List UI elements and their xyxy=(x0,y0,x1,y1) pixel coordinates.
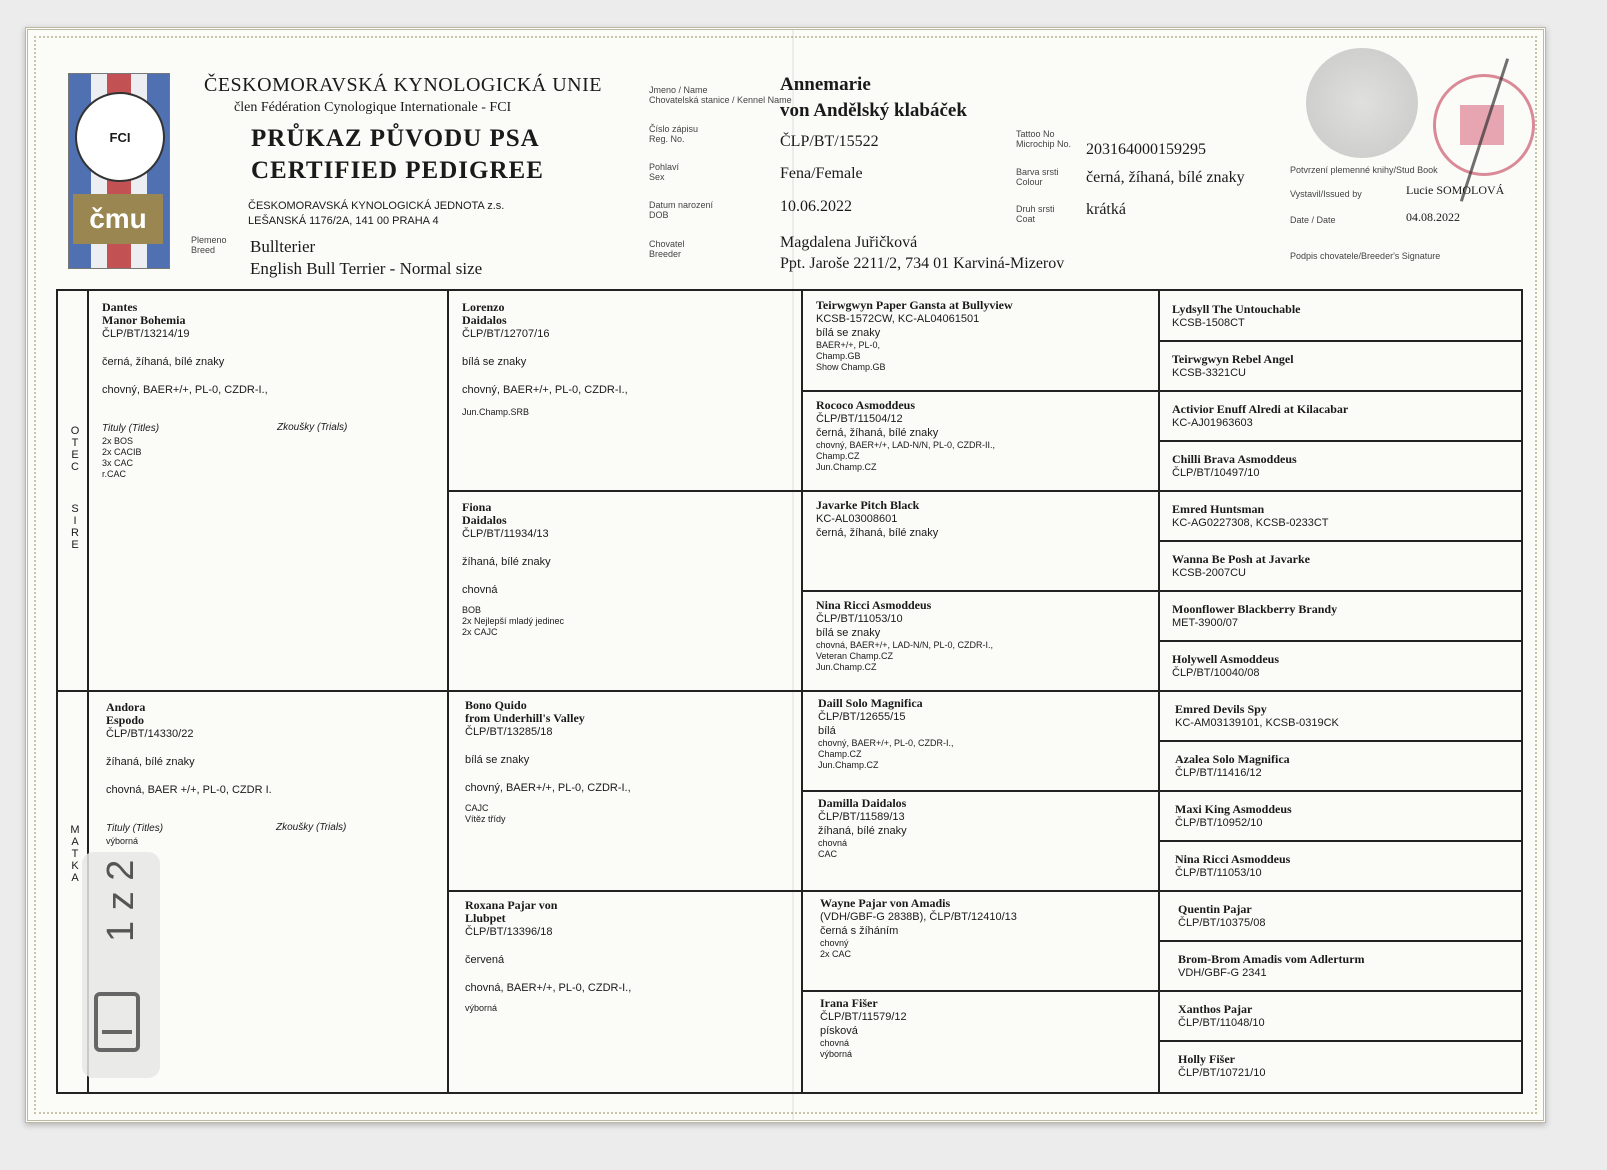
gen4-cell: Maxi King Asmoddeus ČLP/BT/10952/10 xyxy=(1175,802,1292,829)
sire-cell: Dantes Manor Bohemia ČLP/BT/13214/19 černá, žíhaná, bílé znaky chovný, BAER+/+, PL-0, CZDR-I., Tituly (Titles) Zkoušky (Trials) 2x BOS 2x CACIB 3x CAC r.CAC xyxy=(102,300,348,479)
gen4-cell: Moonflower Blackberry Brandy MET-3900/07 xyxy=(1172,602,1338,629)
gen4-cell: Emred Huntsman KC-AG0227308, KCSB-0233CT xyxy=(1172,502,1329,529)
tablet-icon xyxy=(94,992,140,1052)
dob-label: Datum narození DOB xyxy=(649,200,714,220)
dam-cell: Andora Espodo ČLP/BT/14330/22 žíhaná, bílé znaky chovná, BAER +/+, PL-0, CZDR I. Tituly (Titles) Zkoušky (Trials) výborná xyxy=(106,700,347,846)
gen4-cell: Activior Enuff Alredi at Kilacabar KC-AJ01963603 xyxy=(1172,402,1349,429)
gen4-cell: Holywell Asmoddeus ČLP/BT/10040/08 xyxy=(1172,652,1280,679)
address-line2: LEŠANSKÁ 1176/2A, 141 00 PRAHA 4 xyxy=(248,215,439,227)
gen4-cell: Quentin Pajar ČLP/BT/10375/08 xyxy=(1178,902,1266,929)
page-indicator: 1 z 2 xyxy=(100,859,142,942)
coat-value: krátká xyxy=(1086,201,1126,218)
gen3-cell: Nina Ricci Asmoddeus ČLP/BT/11053/10 bílá se znaky chovná, BAER+/+, LAD-N/N, PL-0, CZDR-I., Veteran Champ.CZ Jun.Champ.CZ xyxy=(816,598,994,672)
title-cz: PRŮKAZ PŮVODU PSA xyxy=(251,125,540,152)
date-label: Date / Date xyxy=(1290,215,1336,225)
gen4-cell: Wanna Be Posh at Javarke KCSB-2007CU xyxy=(1172,552,1311,579)
studbook-label: Potvrzení plemenné knihy/Stud Book xyxy=(1290,165,1438,175)
sire-dam-cell: Fiona Daidalos ČLP/BT/11934/13 žíhaná, bílé znaky chovná BOB 2x Nejlepší mladý jedinec 2x CAJC xyxy=(462,500,565,637)
coat-label: Druh srsti Coat xyxy=(1016,204,1055,224)
gen3-cell: Irana Fišer ČLP/BT/11579/12 písková chovná výborná xyxy=(820,996,907,1059)
dob-value: 10.06.2022 xyxy=(780,198,852,215)
cmku-logo xyxy=(68,73,170,269)
issued-label: Vystavil/Issued by xyxy=(1290,189,1362,199)
pedigree-document xyxy=(25,27,1546,1123)
signature-label: Podpis chovatele/Breeder's Signature xyxy=(1290,251,1441,261)
gen4-cell: Brom-Brom Amadis vom Adlerturm VDH/GBF-G 2341 xyxy=(1178,952,1365,979)
gen3-cell: Damilla Daidalos ČLP/BT/11589/13 žíhaná, bílé znaky chovná CAC xyxy=(818,796,907,859)
gen3-cell: Wayne Pajar von Amadis (VDH/GBF-G 2838B), ČLP/BT/12410/13 černá s žíháním chovný 2x CAC xyxy=(820,896,1017,959)
breed-line1: Bullterier xyxy=(250,237,316,256)
microchip-label: Tattoo No Microchip No. xyxy=(1016,129,1072,149)
gen4-cell: Chilli Brava Asmoddeus ČLP/BT/10497/10 xyxy=(1172,452,1297,479)
reg-label: Číslo zápisu Reg. No. xyxy=(649,124,699,144)
gen3-cell: Rococo Asmoddeus ČLP/BT/11504/12 černá, žíhaná, bílé znaky chovný, BAER+/+, LAD-N/N, PL-0, CZDR-II., Champ.CZ Jun.Champ.CZ xyxy=(816,398,996,472)
dog-name: Annemarie xyxy=(780,74,871,95)
dam-label: MATKA xyxy=(69,824,81,884)
gen3-cell: Daill Solo Magnifica ČLP/BT/12655/15 bílá chovný, BAER+/+, PL-0, CZDR-I., Champ.CZ Jun.Champ.CZ xyxy=(818,696,954,770)
dog-kennel: von Andělský klabáček xyxy=(780,100,967,121)
dam-sire-cell: Bono Quido from Underhill's Valley ČLP/BT/13285/18 bílá se znaky chovný, BAER+/+, PL-0, CZDR-I., CAJC Vítěz třídy xyxy=(465,698,631,824)
fci-seal-icon: FCI xyxy=(75,92,165,182)
gen3-cell: Javarke Pitch Black KC-AL03008601 černá, žíhaná, bílé znaky xyxy=(816,498,939,539)
org-name: ČESKOMORAVSKÁ KYNOLOGICKÁ UNIE xyxy=(204,74,602,96)
sex-value: Fena/Female xyxy=(780,165,863,182)
address-line1: ČESKOMORAVSKÁ KYNOLOGICKÁ JEDNOTA z.s. xyxy=(248,200,505,212)
breeder-address: Ppt. Jaroše 2211/2, 734 01 Karviná-Mizerov xyxy=(780,255,1065,272)
breed-line2: English Bull Terrier - Normal size xyxy=(250,259,483,278)
gen4-cell: Teirwgwyn Rebel Angel KCSB-3321CU xyxy=(1172,352,1294,379)
gen4-cell: Xanthos Pajar ČLP/BT/11048/10 xyxy=(1178,1002,1265,1029)
colour-label: Barva srsti Colour xyxy=(1016,167,1059,187)
gen4-cell: Azalea Solo Magnifica ČLP/BT/11416/12 xyxy=(1175,752,1290,779)
org-member: člen Fédération Cynologique Internationale - FCI xyxy=(234,100,512,115)
breeder-name: Magdalena Juřičková xyxy=(780,234,918,251)
gen4-cell: Nina Ricci Asmoddeus ČLP/BT/11053/10 xyxy=(1175,852,1291,879)
issued-date: 04.08.2022 xyxy=(1406,210,1460,224)
breeder-label: Chovatel Breeder xyxy=(649,239,685,259)
issued-by: Lucie SOMOLOVÁ xyxy=(1406,183,1505,197)
pedigree-grid xyxy=(56,289,1523,1094)
title-en: CERTIFIED PEDIGREE xyxy=(251,157,544,184)
name-label: Jmeno / Name Chovatelská stanice / Kennel Name xyxy=(649,85,792,105)
reg-no: ČLP/BT/15522 xyxy=(780,133,879,150)
hologram-stamp-icon xyxy=(1306,48,1418,158)
sire-label: OTEC SIRE xyxy=(69,425,81,551)
colour-value: černá, žíhaná, bílé znaky xyxy=(1086,169,1245,186)
page-indicator-overlay[interactable] xyxy=(82,852,160,1078)
breed-label: Plemeno Breed xyxy=(191,235,227,255)
dam-dam-cell: Roxana Pajar von Llubpet ČLP/BT/13396/18 červená chovná, BAER+/+, PL-0, CZDR-I., výborná xyxy=(465,898,632,1013)
gen4-cell: Emred Devils Spy KC-AM03139101, KCSB-0319CK xyxy=(1175,702,1339,729)
sire-sire-cell: Lorenzo Daidalos ČLP/BT/12707/16 bílá se znaky chovný, BAER+/+, PL-0, CZDR-I., Jun.Champ.SRB xyxy=(462,300,628,417)
gen4-cell: Lydsyll The Untouchable KCSB-1508CT xyxy=(1172,302,1301,329)
cmku-logo-text: čmu xyxy=(73,194,163,244)
gen4-cell: Holly Fišer ČLP/BT/10721/10 xyxy=(1178,1052,1266,1079)
gen3-cell: Teirwgwyn Paper Gansta at Bullyview KCSB-1572CW, KC-AL04061501 bílá se znaky BAER+/+, PL-0, Champ.GB Show Champ.GB xyxy=(816,298,1013,372)
sex-label: Pohlaví Sex xyxy=(649,162,680,182)
microchip-value: 203164000159295 xyxy=(1086,141,1206,158)
